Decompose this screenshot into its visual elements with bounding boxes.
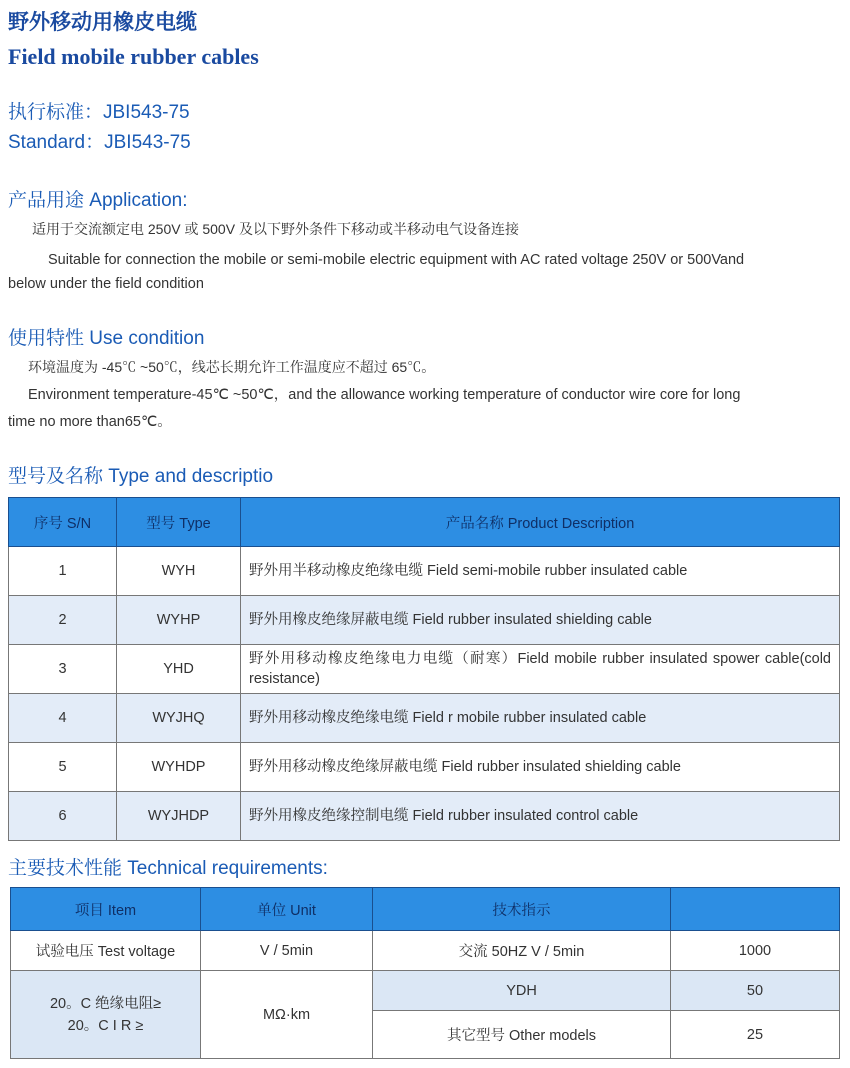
row-sn: 5 [9,743,117,792]
standard-cn: 执行标准：JBI543-75 [8,102,190,123]
table-row [9,694,840,743]
row-sn: 6 [9,792,117,841]
test-voltage-unit: V / 5min [201,931,373,971]
row-type: WYJHQ [117,694,241,743]
table-header-row [9,498,840,547]
insulation-item-line2: 20。C I R ≥ [67,1017,144,1034]
row-type: WYHDP [117,743,241,792]
row-type: WYJHDP [117,792,241,841]
test-voltage-value: 1000 [671,931,840,971]
application-heading: 产品用途 Application: [8,190,188,211]
header-sn: 序号 S/N [9,498,117,547]
row-sn: 4 [9,694,117,743]
row-type: WYHP [117,596,241,645]
insulation-value-ydh: 50 [671,971,840,1011]
header-item: 项目 Item [11,888,201,931]
insulation-indicator-ydh: YDH [373,971,671,1011]
insulation-value-other: 25 [671,1011,840,1059]
header-value [671,888,840,931]
row-description: 野外用橡皮绝缘屏蔽电缆 Field rubber insulated shielding cable [241,596,840,645]
table-row [11,971,840,1011]
row-description: 野外用移动橡皮绝缘电力电缆（耐寒）Field mobile rubber insulated spower cable(cold resistance) [241,645,840,694]
use-condition-text-en-1: Environment temperature-45℃ ~50℃，and the allowance working temperature of conductor wire core for long [28,387,741,403]
table-row [9,792,840,841]
header-type: 型号 Type [117,498,241,547]
row-type: YHD [117,645,241,694]
page-title-cn: 野外移动用橡皮电缆 [8,9,197,34]
tech-table-heading: 主要技术性能 Technical requirements: [8,858,328,879]
row-type: WYH [117,547,241,596]
header-description: 产品名称 Product Description [241,498,840,547]
application-text-en-1: Suitable for connection the mobile or semi-mobile electric equipment with AC rated voltage 250V or 500Vand [48,252,745,268]
use-condition-text-cn: 环境温度为 -45℃ ~50℃，线芯长期允许工作温度应不超过 65℃。 [28,359,436,375]
table-header-row [11,888,840,931]
row-description: 野外用橡皮绝缘控制电缆 Field rubber insulated control cable [241,792,840,841]
page-title-en: Field mobile rubber cables [8,44,259,69]
use-condition-text-en-2: time no more than65℃。 [8,414,172,430]
row-sn: 1 [9,547,117,596]
table-row [11,931,840,971]
table-row [9,645,840,694]
insulation-item-line1: 20。C 绝缘电阻≥ [49,995,162,1012]
row-description: 野外用移动橡皮绝缘电缆 Field r mobile rubber insulated cable [241,694,840,743]
type-table-heading: 型号及名称 Type and descriptio [8,466,274,487]
table-row [9,743,840,792]
table-row [9,596,840,645]
test-voltage-item: 试验电压 Test voltage [11,931,201,971]
row-sn: 3 [9,645,117,694]
header-indicator: 技术指示 [373,888,671,931]
use-condition-heading: 使用特性 Use condition [8,328,205,349]
insulation-unit: MΩ·km [201,971,373,1059]
header-unit: 单位 Unit [201,888,373,931]
application-text-cn: 适用于交流额定电 250V 或 500V 及以下野外条件下移动或半移动电气设备连接 [32,221,519,237]
type-description-table [8,497,840,841]
row-description: 野外用半移动橡皮绝缘电缆 Field semi-mobile rubber insulated cable [241,547,840,596]
standard-en: Standard：JBI543-75 [8,132,191,153]
application-text-en-2: below under the field condition [8,276,204,292]
row-sn: 2 [9,596,117,645]
row-description: 野外用移动橡皮绝缘屏蔽电缆 Field rubber insulated shielding cable [241,743,840,792]
table-row [9,547,840,596]
insulation-indicator-other: 其它型号 Other models [373,1011,671,1059]
test-voltage-indicator: 交流 50HZ V / 5min [373,931,671,971]
technical-requirements-table [10,887,840,1059]
insulation-item [11,971,201,1059]
